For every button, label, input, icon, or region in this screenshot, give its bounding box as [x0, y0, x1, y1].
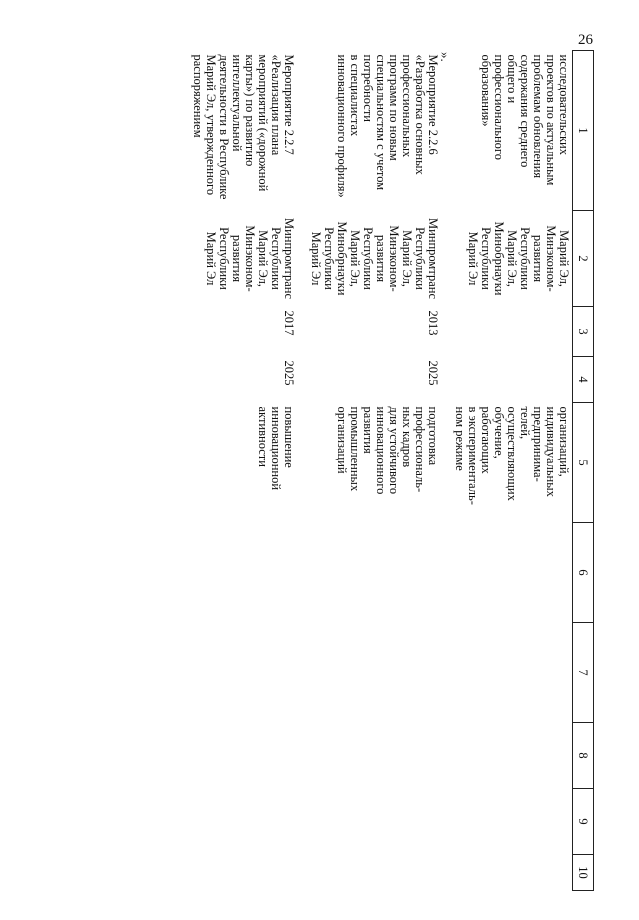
- cell-line: Минэконом-: [544, 225, 558, 292]
- cell-col-6: [307, 523, 451, 623]
- col-header-7: 7: [573, 623, 594, 723]
- cell-col-4: [189, 357, 307, 403]
- cell-col-8: [451, 723, 573, 789]
- cell-line: развития: [361, 406, 375, 454]
- cell-line: Республики: [479, 227, 493, 290]
- cell-col-10: [451, 855, 573, 891]
- cell-col-5: [451, 403, 573, 523]
- page-number: 26: [578, 32, 593, 48]
- col-header-3: 3: [573, 307, 594, 357]
- cell-line: промышленных: [348, 406, 362, 492]
- cell-line: Марий Эл, утвержденного: [204, 54, 218, 196]
- cell-line: проектов по актуальным: [544, 54, 558, 186]
- cell-col-3: [451, 307, 573, 357]
- cell-col-2: [451, 211, 573, 307]
- cell-col-8: [307, 723, 451, 789]
- cell-line: инновационного: [374, 406, 388, 495]
- table-row: [189, 51, 307, 891]
- cell-line: Республики: [269, 227, 283, 290]
- cell-line: Минпромтранс: [426, 217, 440, 299]
- cell-line: Минэконом-: [243, 225, 257, 292]
- table-row: [451, 51, 573, 891]
- column-number-row: [573, 51, 594, 891]
- cell-line: Марий Эл,: [400, 230, 414, 287]
- cell-line: Мероприятие 2.2.7: [282, 54, 296, 155]
- cell-line: интеллектуальной: [230, 54, 244, 152]
- cell-col-10: [307, 855, 451, 891]
- cell-line: Марий Эл: [309, 231, 323, 286]
- col-header-10: 10: [573, 855, 594, 891]
- cell-line: потребности: [361, 54, 375, 122]
- cell-col-2: [189, 211, 307, 307]
- col-header-2: 2: [573, 211, 594, 307]
- cell-col-9: [451, 789, 573, 855]
- cell-line: предпринима-: [531, 406, 545, 482]
- cell-line: Республики: [322, 227, 336, 290]
- cell-line: мероприятий («дорожной: [256, 54, 270, 192]
- col-header-1: 1: [573, 51, 594, 211]
- cell-line: профессиональных: [400, 54, 414, 158]
- cell-col-1: [189, 51, 307, 211]
- cell-col-7: [307, 623, 451, 723]
- cell-line: профессионального: [492, 54, 506, 160]
- cell-value: 2017: [282, 310, 296, 336]
- cell-line: Марий Эл,: [256, 230, 270, 287]
- cell-line: Мероприятие 2.2.6: [426, 54, 440, 155]
- cell-line: исследовательских: [557, 54, 571, 155]
- cell-col-9: [307, 789, 451, 855]
- cell-line: в эксперименталь-: [466, 406, 480, 505]
- cell-line: в специалистах: [348, 54, 362, 137]
- cell-line: проблемам обновления: [531, 54, 545, 179]
- cell-col-3: [307, 307, 451, 357]
- cell-line: профессиональ-: [413, 406, 427, 493]
- cell-line: работающих: [479, 406, 493, 474]
- cell-line: Республики: [518, 227, 532, 290]
- cell-line: телей,: [518, 406, 532, 440]
- table-row: [307, 51, 451, 891]
- cell-line: Республики: [217, 227, 231, 290]
- cell-col-9: [189, 789, 307, 855]
- cell-col-2: [307, 211, 451, 307]
- cell-line: развития: [230, 234, 244, 283]
- measures-table: [189, 50, 594, 891]
- cell-line: развития: [531, 234, 545, 283]
- col-header-9: 9: [573, 789, 594, 855]
- cell-line: Минобрнауки: [492, 221, 506, 296]
- cell-line: повышение: [282, 406, 296, 468]
- col-header-4: 4: [573, 357, 594, 403]
- cell-line: Республики: [413, 227, 427, 290]
- cell-line: деятельности в Республике: [217, 54, 231, 200]
- cell-line: индивидуальных: [544, 406, 558, 497]
- closing-quote-mark: ».: [438, 52, 453, 62]
- cell-line: «Разработка основных: [413, 54, 427, 175]
- cell-col-7: [189, 623, 307, 723]
- cell-line: специальностям с учетом: [374, 54, 388, 191]
- cell-col-10: [189, 855, 307, 891]
- cell-line: для устойчивого: [387, 406, 401, 495]
- cell-line: ном режиме: [453, 406, 467, 471]
- cell-line: Минэконом-: [387, 225, 401, 292]
- cell-col-6: [451, 523, 573, 623]
- cell-col-3: [189, 307, 307, 357]
- cell-col-5: [307, 403, 451, 523]
- cell-line: распоряжением: [191, 54, 205, 138]
- cell-line: инновационного профиля»: [335, 54, 349, 198]
- col-header-5: 5: [573, 403, 594, 523]
- cell-line: Марий Эл,: [557, 230, 571, 287]
- rotated-page-content: [20, 0, 591, 920]
- cell-line: обучение,: [492, 406, 506, 459]
- cell-value: 2025: [426, 360, 440, 386]
- cell-col-4: [307, 357, 451, 403]
- cell-line: развития: [374, 234, 388, 283]
- cell-line: Марий Эл,: [505, 230, 519, 287]
- cell-line: Республики: [361, 227, 375, 290]
- cell-value: 2025: [282, 360, 296, 386]
- cell-line: Марий Эл: [466, 231, 480, 286]
- cell-line: ных кадров: [400, 406, 414, 468]
- cell-line: организаций,: [557, 406, 571, 477]
- cell-line: карты») по развитию: [243, 54, 257, 167]
- cell-col-7: [451, 623, 573, 723]
- cell-line: активности: [256, 406, 270, 467]
- cell-line: образования»: [479, 54, 493, 127]
- cell-line: Марий Эл,: [348, 230, 362, 287]
- cell-col-8: [189, 723, 307, 789]
- cell-col-6: [189, 523, 307, 623]
- col-header-8: 8: [573, 723, 594, 789]
- col-header-6: 6: [573, 523, 594, 623]
- cell-line: Минобрнауки: [335, 221, 349, 296]
- cell-line: подготовка: [426, 406, 440, 466]
- cell-value: 2013: [426, 310, 440, 336]
- cell-line: программ по новым: [387, 54, 401, 161]
- cell-line: «Реализация плана: [269, 54, 283, 156]
- cell-col-1: [451, 51, 573, 211]
- cell-line: содержания среднего: [518, 54, 532, 168]
- cell-line: Марий Эл: [204, 231, 218, 286]
- cell-line: Минпромтранс: [282, 217, 296, 299]
- cell-line: осуществляющих: [505, 406, 519, 501]
- cell-line: общего и: [505, 54, 519, 104]
- cell-line: инновационной: [269, 406, 283, 491]
- cell-col-4: [451, 357, 573, 403]
- cell-col-1: [307, 51, 451, 211]
- cell-col-5: [189, 403, 307, 523]
- cell-line: организаций: [335, 406, 349, 474]
